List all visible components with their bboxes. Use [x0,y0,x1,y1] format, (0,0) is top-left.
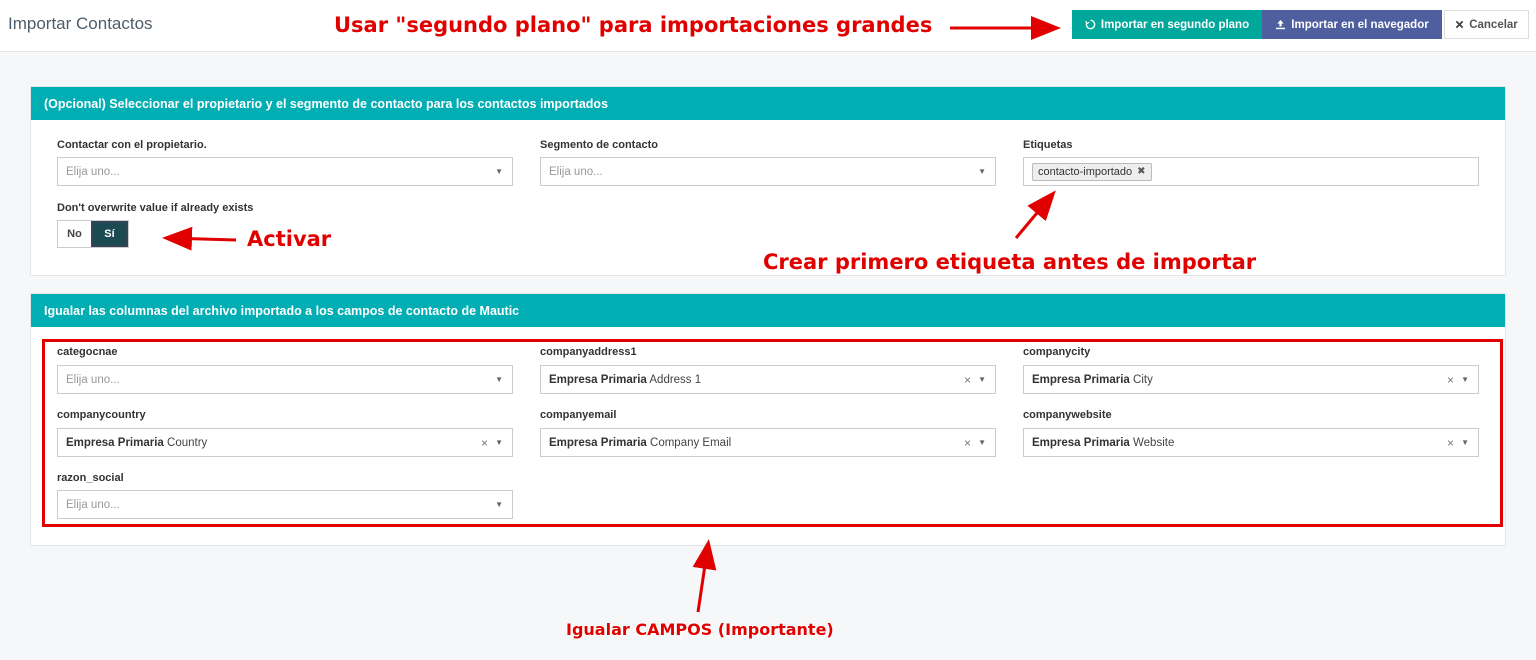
overwrite-no-option[interactable]: No [58,221,91,247]
clear-icon[interactable]: × [1446,373,1454,387]
import-background-button[interactable] [1072,10,1262,39]
field-option: Address 1 [649,373,702,386]
upload-icon [1275,19,1286,30]
field-label: companycity [1023,346,1091,358]
segment-placeholder: Elija uno... [549,165,603,178]
page-title: Importar Contactos [8,14,153,33]
field-label: companyemail [540,409,617,421]
field-value [549,374,701,386]
field-value [549,437,731,449]
chevron-down-icon: ▼ [495,167,503,176]
field-label: companywebsite [1023,409,1112,421]
segment-select[interactable] [540,157,996,186]
field-select-categocnae[interactable] [57,365,513,394]
field-group: Empresa Primaria [1032,373,1130,386]
field-label: companycountry [57,409,146,421]
field-select-companyemail[interactable] [540,428,996,457]
field-select-companycity[interactable] [1023,365,1479,394]
field-select-companywebsite[interactable] [1023,428,1479,457]
close-icon [1455,20,1464,29]
field-option: Country [167,436,208,449]
chevron-down-icon: ▼ [1461,375,1469,384]
field-select-companyaddress1[interactable] [540,365,996,394]
field-label: razon_social [57,472,124,484]
field-group: Empresa Primaria [549,373,647,386]
field-option: City [1133,373,1153,386]
tag-chip-label: contacto-importado [1038,165,1133,178]
chevron-down-icon: ▼ [1461,438,1469,447]
annotation-tag-first: Crear primero etiqueta antes de importar [763,250,1257,274]
import-browser-label: Importar en el navegador [1291,18,1429,31]
tag-chip [1032,163,1152,181]
field-label: categocnae [57,346,118,358]
overwrite-label: Don't overwrite value if already exists [57,202,254,214]
field-group: Empresa Primaria [1032,436,1130,449]
clear-icon[interactable]: × [963,373,971,387]
field-option: Website [1133,436,1175,449]
chevron-down-icon: ▼ [978,375,986,384]
overwrite-yes-option[interactable]: Sí [91,221,128,247]
owner-select[interactable] [57,157,513,186]
cancel-label: Cancelar [1469,18,1518,31]
field-value [66,437,207,449]
annotation-background-tip: Usar "segundo plano" para importaciones grandes [334,13,933,37]
tags-label: Etiquetas [1023,139,1073,151]
field-select-companycountry[interactable] [57,428,513,457]
tags-input[interactable] [1023,157,1479,186]
remove-tag-icon[interactable]: ✖ [1137,166,1146,177]
chevron-down-icon: ▼ [978,167,986,176]
chevron-down-icon: ▼ [495,500,503,509]
clear-icon[interactable]: × [963,436,971,450]
field-placeholder: Elija uno... [66,373,120,386]
import-browser-button[interactable] [1262,10,1442,39]
chevron-down-icon: ▼ [978,438,986,447]
owner-placeholder: Elija uno... [66,165,120,178]
annotation-match-fields: Igualar CAMPOS (Importante) [566,620,834,639]
annotation-activate: Activar [247,227,332,251]
field-select-razon-social[interactable] [57,490,513,519]
field-group: Empresa Primaria [66,436,164,449]
cancel-button[interactable] [1444,10,1529,39]
field-option: Company Email [650,436,732,449]
owner-label: Contactar con el propietario. [57,139,207,151]
clear-icon[interactable]: × [1446,436,1454,450]
clear-icon[interactable]: × [480,436,488,450]
owner-segment-heading: (Opcional) Seleccionar el propietario y el segmento de contacto para los contactos importados [31,87,1505,120]
chevron-down-icon: ▼ [495,375,503,384]
arrow-to-mapping [698,545,708,612]
field-mapping-heading: Igualar las columnas del archivo importado a los campos de contacto de Mautic [31,294,1505,327]
field-group: Empresa Primaria [549,436,647,449]
field-label: companyaddress1 [540,346,637,358]
segment-label: Segmento de contacto [540,139,658,151]
chevron-down-icon: ▼ [495,438,503,447]
import-background-label: Importar en segundo plano [1100,18,1250,31]
overwrite-toggle[interactable] [57,220,129,248]
field-value [1032,374,1153,386]
history-icon [1085,19,1096,30]
field-value [1032,437,1174,449]
field-placeholder: Elija uno... [66,498,120,511]
